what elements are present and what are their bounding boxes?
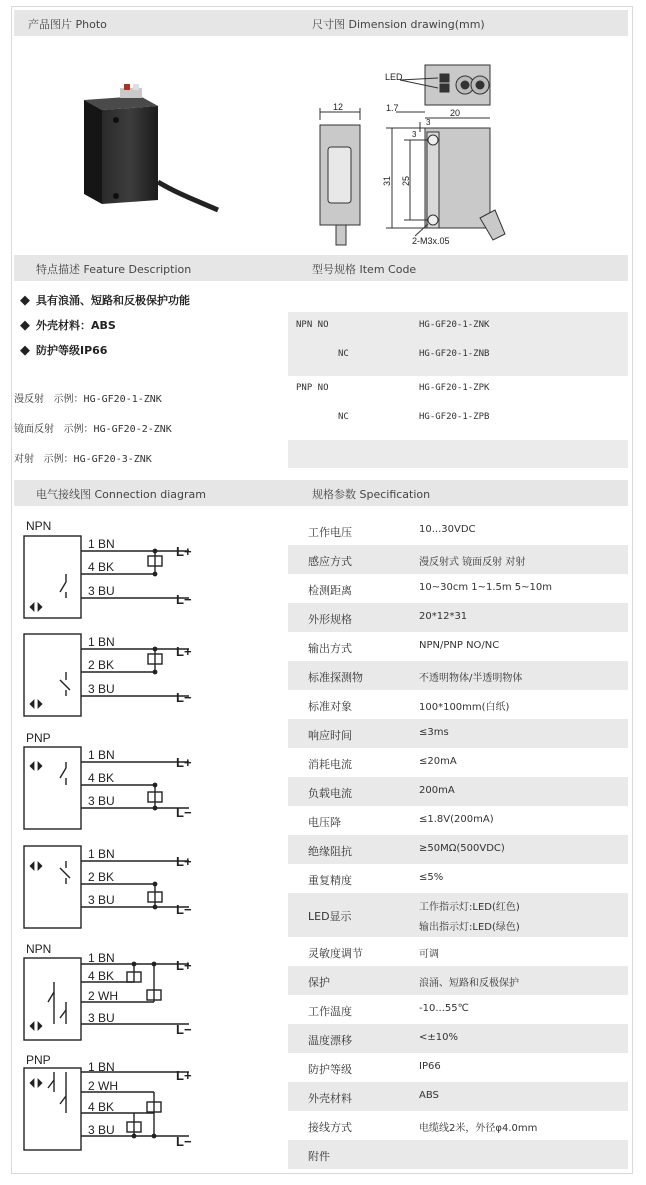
spec-value: 不透明物体/半透明物体: [419, 673, 523, 684]
spec-row-target: [288, 661, 628, 690]
spec-row-voltage-drop: [288, 806, 628, 835]
npn-no-code: HG-GF20-1-ZNK: [419, 320, 490, 330]
wiring-npn-title-1: NPN: [26, 519, 52, 533]
dim-width-20: 20: [450, 108, 461, 118]
spec-row-housing: [288, 1082, 628, 1111]
spec-row-sensitivity: [288, 937, 628, 966]
lplus-label: L+: [176, 854, 192, 869]
spec-row-protection: [288, 966, 628, 995]
connection-diagrams: [14, 512, 288, 1167]
dim-depth-1-7: 1.7: [386, 103, 399, 113]
spec-row-ip-rating: [288, 1053, 628, 1082]
spec-key: 防护等级: [308, 1063, 352, 1076]
spec-row-accessories: [288, 1140, 628, 1169]
wire-4bk: 4 BK: [88, 1100, 115, 1114]
spec-row-load-current: [288, 777, 628, 806]
spec-row-standard-object: [288, 690, 628, 719]
wire-1bn: 1 BN: [88, 951, 115, 965]
wire-2wh: 2 WH: [88, 989, 118, 1003]
feature-text: 防护等级IP66: [36, 344, 108, 357]
spec-key: 响应时间: [308, 729, 352, 742]
diamond-bullet-icon: ◆: [20, 343, 30, 358]
example-code: HG-GF20-1-ZNK: [83, 394, 162, 405]
feature-header-title: 特点描述 Feature Description: [36, 263, 192, 276]
spec-value: 电缆线2米，外径φ4.0mm: [419, 1123, 538, 1134]
wire-1bn: 1 BN: [88, 635, 115, 649]
dim-offset-3b: 3: [412, 130, 417, 139]
wire-1bn: 1 BN: [88, 537, 115, 551]
dim-width-12: 12: [333, 102, 344, 112]
wire-1bn: 1 BN: [88, 1060, 115, 1074]
lplus-label: L+: [176, 755, 192, 770]
spec-value: <±10%: [419, 1032, 458, 1043]
pnp-no-code: HG-GF20-1-ZPK: [419, 383, 490, 393]
example-through-beam: [14, 450, 152, 465]
feature-text: 具有浪涌、短路和反极保护功能: [36, 294, 190, 307]
spec-key: 外壳材料: [308, 1092, 352, 1105]
spec-value: ≤3ms: [419, 727, 449, 738]
spec-value: ABS: [419, 1090, 439, 1101]
wire-3bu: 3 BU: [88, 1011, 115, 1025]
wire-4bk: 4 BK: [88, 560, 115, 574]
spec-row-response-time: [288, 719, 628, 748]
example-diffuse: [14, 390, 162, 405]
spec-row-operating-temp: [288, 995, 628, 1024]
npn-nc-code: HG-GF20-1-ZNB: [419, 349, 490, 359]
spec-value: IP66: [419, 1061, 441, 1072]
specification-header-title: 规格参数 Specification: [312, 488, 431, 501]
spec-key: 标准探测物: [308, 671, 363, 684]
photo-header-title: 产品图片 Photo: [28, 18, 107, 31]
connection-header: [14, 480, 628, 506]
dimension-header-title: 尺寸图 Dimension drawing(mm): [312, 18, 485, 31]
spec-key: 保护: [308, 976, 330, 989]
spec-value: 输出指示灯:LED(绿色): [419, 922, 520, 933]
example-type: 镜面反射: [14, 424, 54, 435]
item-code-header-title: 型号规格 Item Code: [312, 263, 417, 276]
spec-row-sensing-mode: [288, 545, 628, 574]
spec-row-current-consumption: [288, 748, 628, 777]
example-label: 示例：: [63, 424, 94, 435]
spec-key: 灵敏度调节: [308, 947, 363, 960]
spec-key: 附件: [308, 1150, 330, 1163]
spec-row-output: [288, 632, 628, 661]
wire-2bk: 2 BK: [88, 658, 115, 672]
wire-3bu: 3 BU: [88, 682, 115, 696]
feature-text: 外壳材料：ABS: [36, 319, 116, 332]
npn-nc-label: NC: [338, 349, 349, 359]
spec-value: 工作指示灯:LED(红色): [419, 902, 520, 913]
spec-key: 工作电压: [308, 526, 352, 539]
spec-value: ≤1.8V(200mA): [419, 814, 494, 825]
diamond-bullet-icon: ◆: [20, 318, 30, 333]
wire-3bu: 3 BU: [88, 893, 115, 907]
dim-screw-label: 2-M3x.05: [412, 236, 450, 246]
spec-row-distance: [288, 574, 628, 603]
npn-no-label: NPN NO: [296, 320, 329, 330]
feature-item-3: [20, 342, 107, 358]
spec-value: 100*100mm(白纸): [419, 702, 510, 713]
spec-value: 10~30cm 1~1.5m 5~10m: [419, 582, 553, 593]
spec-value: ≤20mA: [419, 756, 457, 767]
connection-header-title: 电气接线图 Connection diagram: [36, 488, 206, 501]
spec-value: ≥50MΩ(500VDC): [419, 843, 505, 854]
spec-key: 负载电流: [308, 787, 352, 800]
wire-4bk: 4 BK: [88, 969, 115, 983]
feature-item-1: [20, 292, 190, 308]
wiring-npn-title-2: NPN: [26, 942, 52, 956]
spec-key: LED显示: [308, 910, 352, 923]
wire-1bn: 1 BN: [88, 748, 115, 762]
item-code-footer-panel: [288, 440, 628, 468]
pnp-no-label: PNP NO: [296, 383, 329, 393]
dim-led-label: LED: [385, 72, 403, 82]
wire-2bk: 2 BK: [88, 870, 115, 884]
lplus-label: L+: [176, 544, 192, 559]
wire-1bn: 1 BN: [88, 847, 115, 861]
spec-value: 10...30VDC: [419, 524, 476, 535]
example-type: 漫反射: [14, 394, 44, 405]
lminus-label: L−: [176, 1022, 192, 1037]
spec-value: 浪涌、短路和反极保护: [419, 978, 519, 989]
lminus-label: L−: [176, 1134, 192, 1149]
diamond-bullet-icon: ◆: [20, 293, 30, 308]
spec-key: 重复精度: [308, 874, 352, 887]
dim-height-25: 25: [401, 175, 411, 186]
lminus-label: L−: [176, 690, 192, 705]
lminus-label: L−: [176, 592, 192, 607]
lminus-label: L−: [176, 805, 192, 820]
example-label: 示例：: [43, 454, 74, 465]
example-type: 对射: [14, 454, 34, 465]
spec-key: 感应方式: [308, 555, 352, 568]
lplus-label: L+: [176, 1068, 192, 1083]
lminus-label: L−: [176, 902, 192, 917]
spec-key: 输出方式: [308, 642, 352, 655]
spec-value: 漫反射式 镜面反射 对射: [419, 557, 526, 568]
spec-key: 温度漂移: [308, 1034, 352, 1047]
spec-row-insulation: [288, 835, 628, 864]
wire-3bu: 3 BU: [88, 1123, 115, 1137]
spec-row-temp-drift: [288, 1024, 628, 1053]
spec-key: 工作温度: [308, 1005, 352, 1018]
dim-offset-3a: 3: [426, 118, 431, 127]
wire-3bu: 3 BU: [88, 584, 115, 598]
wire-2wh: 2 WH: [88, 1079, 118, 1093]
wire-3bu: 3 BU: [88, 794, 115, 808]
example-label: 示例：: [53, 394, 84, 405]
pnp-nc-label: NC: [338, 412, 349, 422]
example-code: HG-GF20-2-ZNK: [93, 424, 172, 435]
spec-row-repeatability: [288, 864, 628, 893]
spec-value: 可调: [419, 949, 439, 960]
spec-key: 绝缘阻抗: [308, 845, 352, 858]
spec-key: 外形规格: [308, 613, 352, 626]
spec-row-dimensions: [288, 603, 628, 632]
wire-4bk: 4 BK: [88, 771, 115, 785]
spec-key: 电压降: [308, 816, 341, 829]
dimension-drawing: [300, 50, 530, 250]
photo-header: [14, 10, 628, 36]
dim-height-31: 31: [382, 175, 392, 186]
spec-row-connection: [288, 1111, 628, 1140]
spec-key: 检测距离: [308, 584, 352, 597]
wiring-pnp-title-1: PNP: [26, 731, 51, 745]
spec-value: NPN/PNP NO/NC: [419, 640, 500, 651]
example-mirror: [14, 420, 172, 435]
spec-value: ≤5%: [419, 872, 444, 883]
lplus-label: L+: [176, 644, 192, 659]
spec-row-led: [288, 893, 628, 937]
lplus-label: L+: [176, 958, 192, 973]
pnp-nc-code: HG-GF20-1-ZPB: [419, 412, 490, 422]
feature-item-2: [20, 317, 116, 333]
spec-value: 20*12*31: [419, 611, 468, 622]
wiring-pnp-title-2: PNP: [26, 1053, 51, 1067]
spec-key: 消耗电流: [308, 758, 352, 771]
feature-header: [14, 255, 628, 281]
product-photo: [70, 70, 220, 220]
spec-key: 接线方式: [308, 1121, 352, 1134]
example-code: HG-GF20-3-ZNK: [73, 454, 152, 465]
spec-value: -10...55℃: [419, 1003, 469, 1014]
spec-row-voltage: [288, 516, 628, 545]
spec-value: 200mA: [419, 785, 455, 796]
spec-key: 标准对象: [308, 700, 352, 713]
